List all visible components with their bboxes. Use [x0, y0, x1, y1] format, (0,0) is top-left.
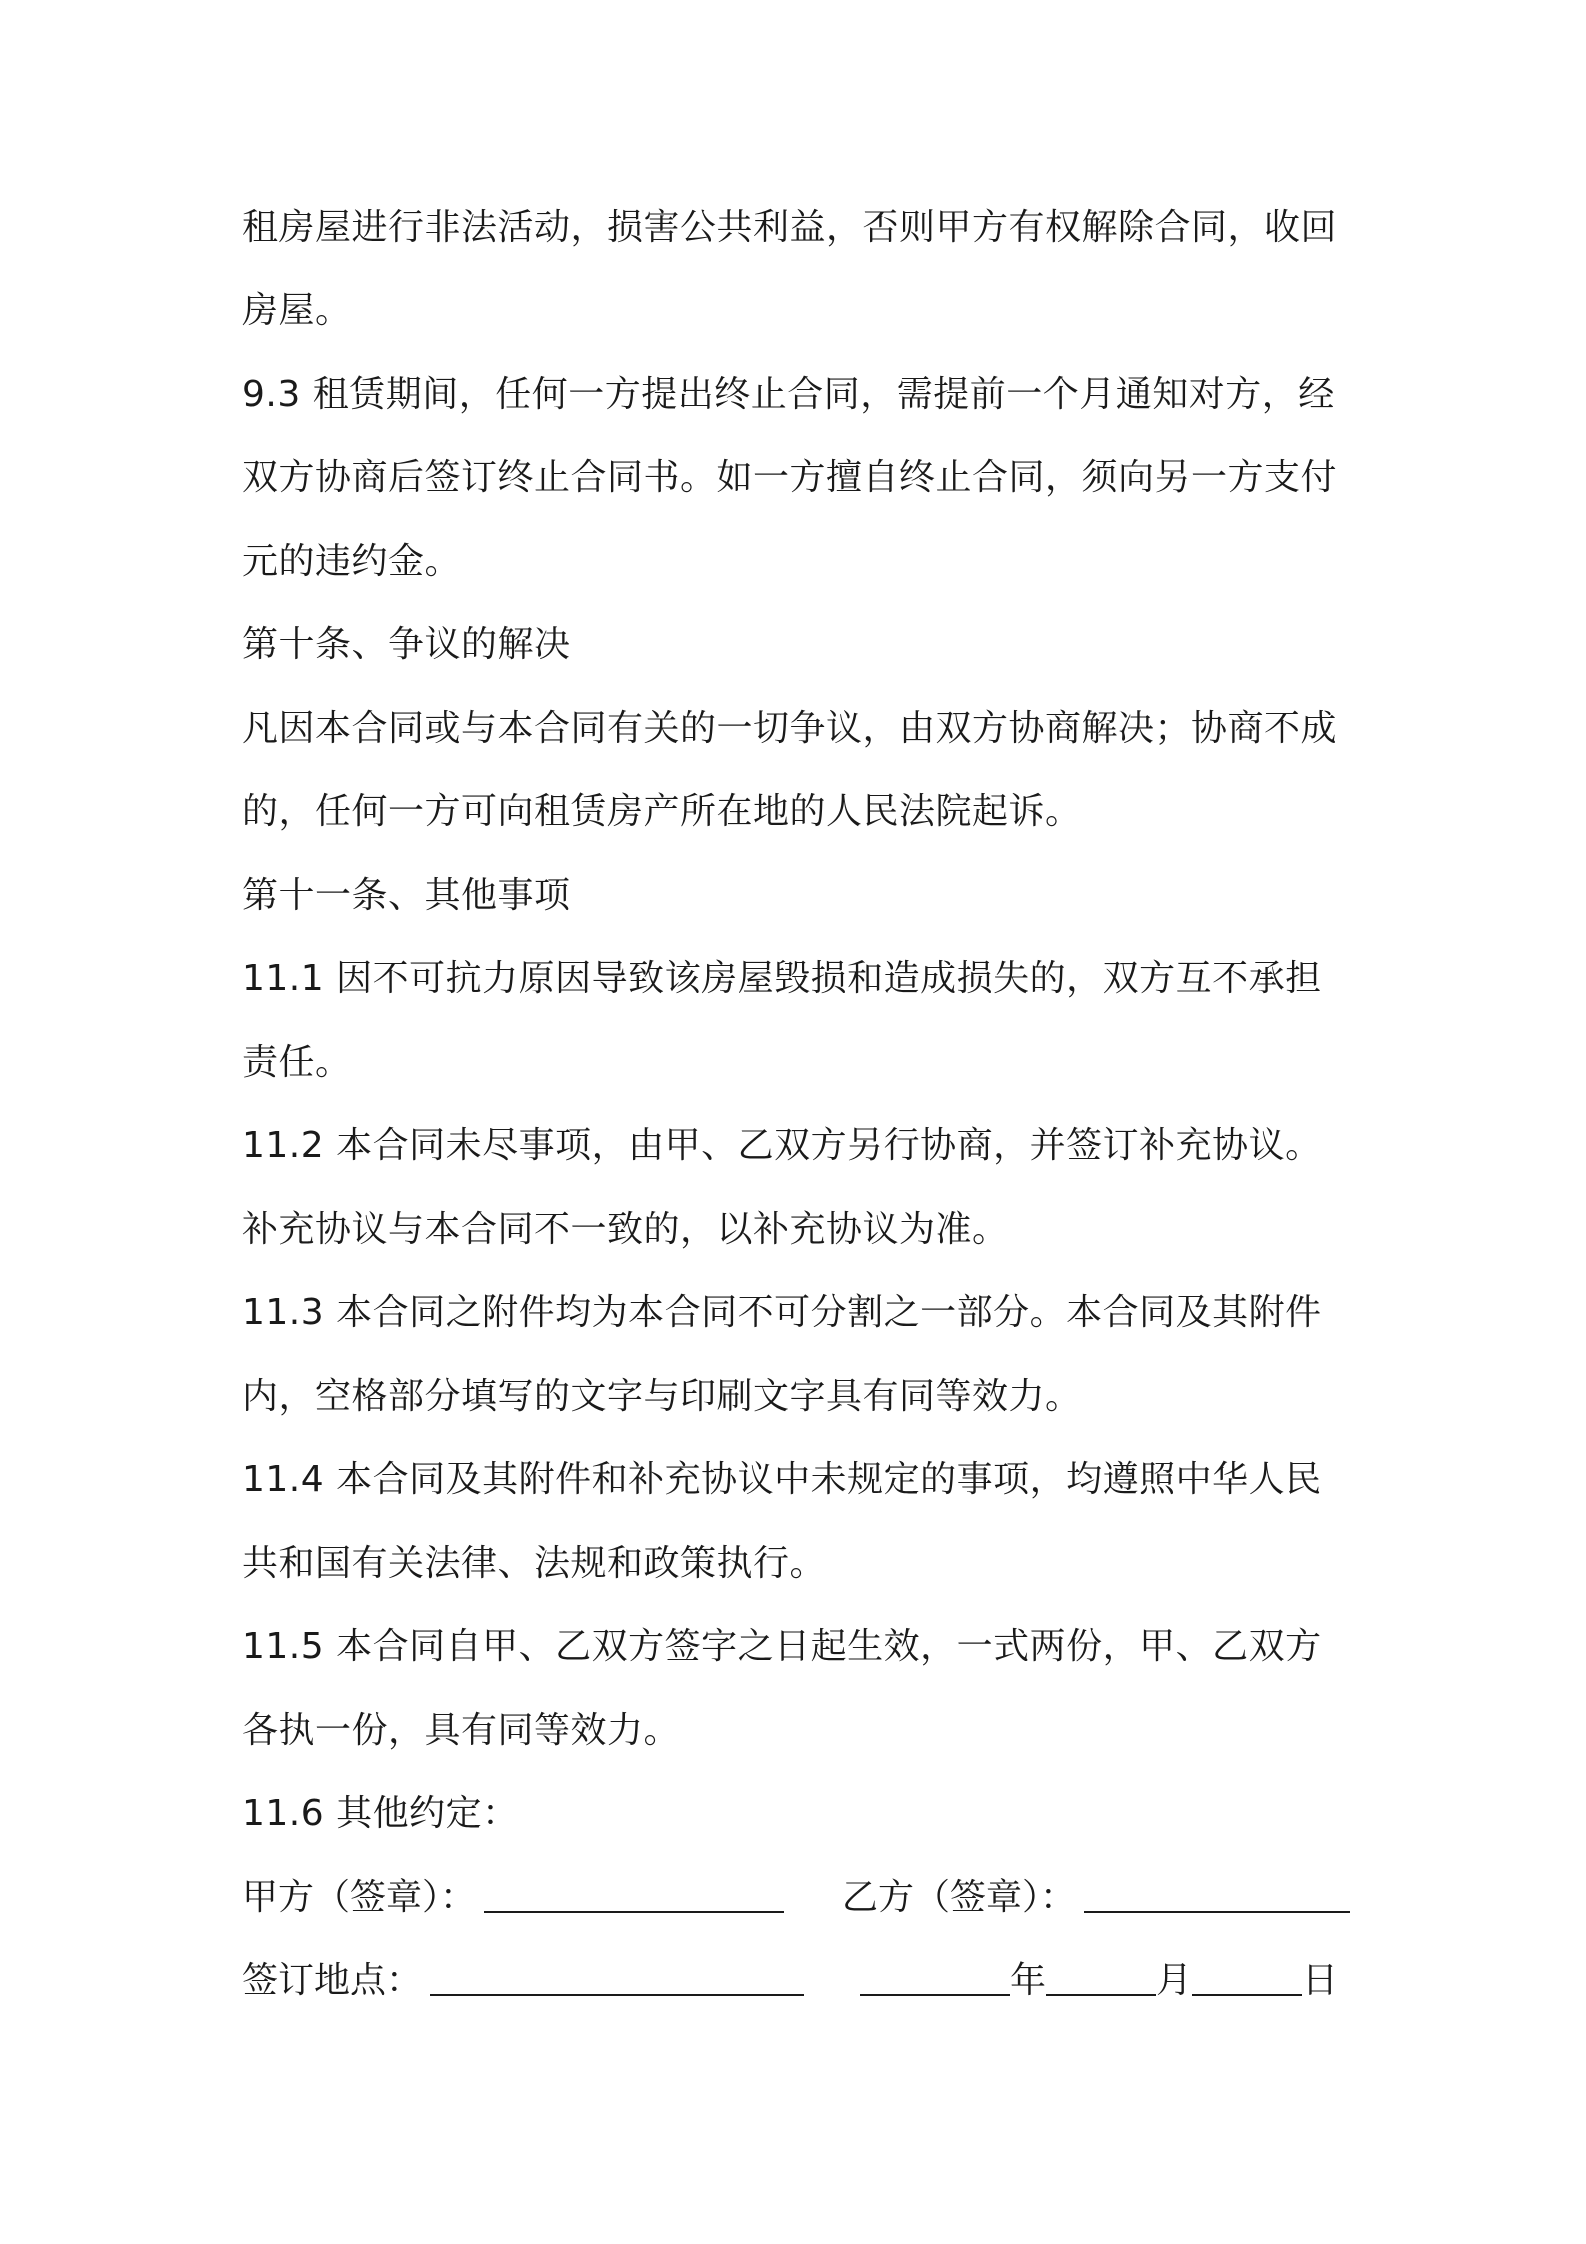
party-a-signature [242, 1876, 784, 1920]
place-label: 签订地点： [242, 1960, 423, 2001]
text-line: 补充协议与本合同不一致的，以补充协议为准。 [242, 1209, 1009, 1250]
year-field[interactable] [860, 1960, 1010, 1996]
clause-11-3: 11.3 本合同之附件均为本合同不可分割之一部分。本合同及其附件 [242, 1292, 1322, 1333]
clause-11-5: 11.5 本合同自甲、乙双方签字之日起生效，一式两份，甲、乙双方 [242, 1626, 1322, 1667]
party-b-signature [842, 1876, 1350, 1920]
clause-11-2: 11.2 本合同未尽事项，由甲、乙双方另行协商，并签订补充协议。 [242, 1125, 1322, 1166]
text-line: 内，空格部分填写的文字与印刷文字具有同等效力。 [242, 1376, 1082, 1417]
signing-place-field[interactable] [430, 1960, 804, 1996]
text-line: 责任。 [242, 1042, 352, 1083]
text-line: 凡因本合同或与本合同有关的一切争议，由双方协商解决；协商不成 [242, 708, 1338, 749]
clause-11-4: 11.4 本合同及其附件和补充协议中未规定的事项，均遵照中华人民 [242, 1459, 1322, 1500]
signing-date [860, 1959, 1338, 2003]
party-a-signature-field[interactable] [484, 1877, 784, 1913]
month-label: 月 [1156, 1960, 1193, 2001]
signing-place [242, 1959, 804, 2003]
text-line: 元的违约金。 [242, 541, 462, 582]
text-line: 房屋。 [242, 290, 352, 331]
party-b-signature-field[interactable] [1084, 1877, 1350, 1913]
text-line: 的，任何一方可向租赁房产所在地的人民法院起诉。 [242, 791, 1082, 832]
text-line: 共和国有关法律、法规和政策执行。 [242, 1543, 827, 1584]
day-field[interactable] [1192, 1960, 1302, 1996]
article-10-heading: 第十条、争议的解决 [242, 624, 571, 665]
text-line: 各执一份，具有同等效力。 [242, 1710, 681, 1751]
party-a-label: 甲方（签章）： [242, 1877, 477, 1918]
day-label: 日 [1302, 1960, 1339, 2001]
clause-11-6: 11.6 其他约定： [242, 1793, 519, 1834]
article-11-heading: 第十一条、其他事项 [242, 875, 571, 916]
party-b-label: 乙方（签章）： [842, 1877, 1077, 1918]
text-line: 双方协商后签订终止合同书。如一方擅自终止合同，须向另一方支付 [242, 457, 1338, 498]
clause-11-1: 11.1 因不可抗力原因导致该房屋毁损和造成损失的，双方互不承担 [242, 958, 1322, 999]
clause-9-3: 9.3 租赁期间，任何一方提出终止合同，需提前一个月通知对方，经 [242, 374, 1335, 415]
year-label: 年 [1010, 1960, 1047, 2001]
text-line: 租房屋进行非法活动，损害公共利益，否则甲方有权解除合同，收回 [242, 207, 1338, 248]
month-field[interactable] [1046, 1960, 1156, 1996]
